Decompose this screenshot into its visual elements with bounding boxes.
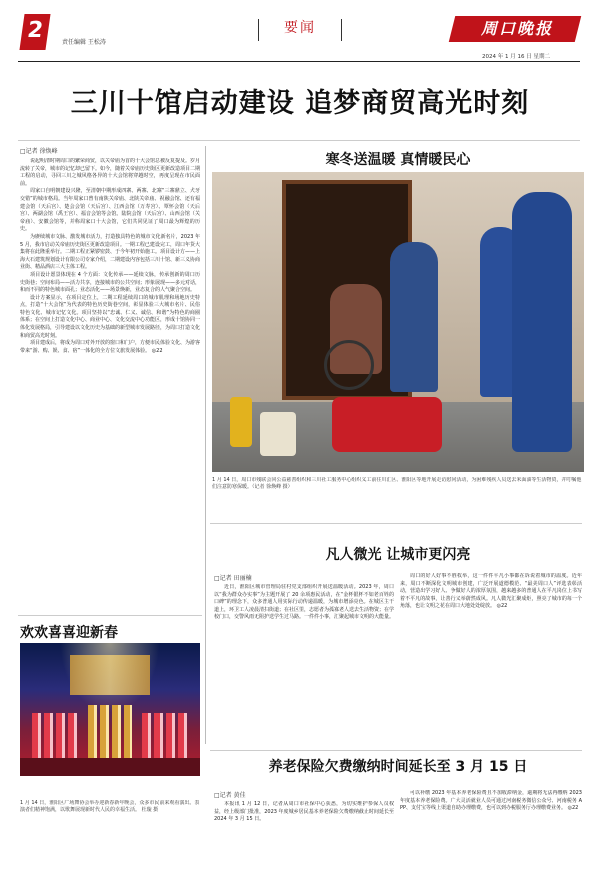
lead-paragraph: 项目设计愿景体现在 4 个方面：文化传承——延续文脉，传承创新的周口历史街巷；空间布局——活力共享，连接城市的公共空间；形象展现——多元对话，和而不同的特色城市面孔；业态活化——场景焕新，业态复合的人气聚合空间。 xyxy=(20,271,200,294)
issue-date: 2024 年 1 月 16 日 星期二 xyxy=(482,54,550,60)
section-divider-right xyxy=(341,19,342,41)
editors-label: 责任编辑 王松涛 xyxy=(62,39,106,46)
wheelchair-wheel xyxy=(324,340,374,390)
volunteer-1 xyxy=(390,242,438,392)
oil-bottle xyxy=(230,397,252,447)
page-header xyxy=(0,0,600,62)
stage-backdrop-screen xyxy=(70,655,150,695)
pension-col2: 可以补缴 2023 年基本养老保险费且不加收滞纳金，逾期将无法再缴纳 2023 年度基本养老保险费。广大灵活就业人员可通过河南税务微信公众号、河南税务 APP、支付宝等线上渠道自助办理缴费，也可以到办税服务厅办理缴费业务。 ◎22 xyxy=(400,790,582,812)
rice-sack xyxy=(260,412,296,456)
lead-paragraph: 设计方案显示，在项目定位上，二期工程延续周口的城市肌理和场地历史特点，打造“十大会馆”为代表的特色历史街巷空间，彰显体验三大城市名片、民俗特色文化、城市记忆文化。项目坚持以“忠诚、仁义、诚信、和谐”为特色的商圈体系；在空间上打造文化中心、商业中心、文化交流中心功能区，形成十馆协同一体化发展格局，引导建设以文化历史为基础的新型城市发展路径，为周口打造文化和商贸高光时刻。 xyxy=(20,294,200,339)
header-rule xyxy=(18,61,580,62)
ordinary-col1: 近日，淮阳区城市管理局驻村党支部组织开展送温暖活动。2023 年，周口以“我为群众办实事”为主题开展了 20 余项惠民活动，在“金杯银杯不如老百姓的口碑”的理念下，众多普通人用实际行动传递温暖，为城市增添亮色。在城区主干道上，环卫工人凌晨清扫街道；在社区里，志愿者为孤寡老人送去生活物资；在学校门口，交警风雨无阻护送学生过马路。一件件小事，汇聚起城市文明的大能量。 xyxy=(214,584,394,621)
lead-paragraph: 周家口自明朝建设兴隆，至清朝中期形成四寨、两寨、北寨“三寨鼎立、犬牙交错”的城市格局。当年周家口曾有南陕关帝庙、北陕关帝庙、祝融会馆、还有福建会馆（天后宫）、楚会会馆（天后宫）、江西会馆（万寿宫）、覃怀会馆（天后宫）、两湖会馆（禹王宫）、福音会馆等会馆。陆院会馆（天后宫）、山西会馆（关帝庙）、安徽会馆等，并称周家口十大会馆，它们共同见证了周口最为辉煌的历史。 xyxy=(20,188,200,233)
gift-bag xyxy=(332,397,442,452)
lead-paragraph: 项目建成后，将成为周口对外开放的窗口和门户，方便市民体验文化、为游客带来“游、购、娱、食、宿”一体化的全方位文旅发展体验。 ◎22 xyxy=(20,340,200,354)
masthead-text: 周口晚报 xyxy=(480,19,553,38)
dancer-group-center xyxy=(88,705,132,760)
pension-byline: □记者 黄佳 xyxy=(214,792,246,799)
winter-headline: 寒冬送温暖 真情暖民心 xyxy=(325,152,471,168)
page-number-badge xyxy=(19,14,50,50)
festival-caption: 1 月 14 日，淮阳区广场舞协会举办迎新春新年晚会，众多市民前来观看演出。表演者们精神饱满，以歌舞展现新时代人民的幸福生活。 杜璇 摄 xyxy=(20,800,200,814)
section-label: 要闻 xyxy=(284,20,316,36)
page-number: 2 xyxy=(25,18,45,43)
dancer-group-left xyxy=(32,713,77,758)
column-divider xyxy=(205,146,206,744)
winter-caption: 1 月 14 日，周口市残联会同公益慈善组织和三川社工服务中心组织义工前往川汇区、淮阳区等地开展走访慰问活动，为困难残疾人员送去米面油等生活物资，并叮嘱他们注意防寒保暖。（记者 徐焕峰 摄） xyxy=(212,477,582,491)
ordinary-byline: □记者 田丽楠 xyxy=(214,575,252,582)
ordinary-headline: 凡人微光 让城市更闪亮 xyxy=(325,547,471,563)
pension-headline: 养老保险欠费缴纳时间延长至 3 月 15 日 xyxy=(268,759,528,775)
pension-col1: 本报讯 1 月 12 日，记者从周口市社保中心获悉，为切实维护参保人员权益，经上级部门批准，2023 年度城乡居民基本养老保险欠费缴纳截止时间延长至 2024 年 3 月 15 日。 xyxy=(214,801,394,823)
winter-visit-photo xyxy=(212,172,584,472)
stage-floor xyxy=(20,758,200,776)
lead-paragraph: 说起明清时期周口的繁荣商贸，以关帝庙为首的十大会馆总被反复提及。岁月流转了关帝，城市的记忆却已留下。如今，随着关帝庙历史街区更新改造项目二期工程的启动，寻回三川之城风格各异的十大会馆将穿越时空，再度呈现在市民面前。 xyxy=(20,158,200,187)
lead-paragraph: 为赓续城市文脉、激发城市活力，打造独具特色的城市文化新名片，2023 年 5 月，我市启动关帝庙历史街区更新改造项目。一期工程已建设完工，周口年货大集将在此隆重举行。二期工程正紧锣密鼓、于今年初开始施工。项目设计方——上海大石建筑规划设计有限公司专家介绍，二期建设内容包括三川十馆、新三义协商业街、精品酒店三大主体工程。 xyxy=(20,233,200,271)
lead-article-body xyxy=(20,158,200,610)
winter-rule xyxy=(210,523,582,524)
festival-rule xyxy=(18,615,202,616)
dancer-group-right xyxy=(142,713,187,758)
volunteer-3 xyxy=(512,192,572,452)
section-divider-left xyxy=(258,19,259,41)
lead-headline: 三川十馆启动建设 追梦商贸高光时刻 xyxy=(70,88,530,119)
headline-rule xyxy=(18,140,580,141)
lead-byline: □记者 徐焕峰 xyxy=(20,148,58,155)
festival-headline: 欢欢喜喜迎新春 xyxy=(20,625,118,641)
festival-stage-photo xyxy=(20,643,200,776)
pension-rule xyxy=(210,750,582,751)
ordinary-col2: 周口的好人好事不胜枚举，这一件件平凡小事都在诉说着城市的温度。近年来，周口不断深化文明城市创建，广泛开展道德模范、“最美周口人”评选表彰活动，营造出学习好人、争做好人的浓厚氛围，越来越多的普通人在平凡岗位上书写着不平凡的故事，让善行义举蔚然成风。凡人微光汇聚成炬，照亮了城市的每一个角落，也让文明之花在周口大地处处绽放。 ◎22 xyxy=(400,573,582,610)
